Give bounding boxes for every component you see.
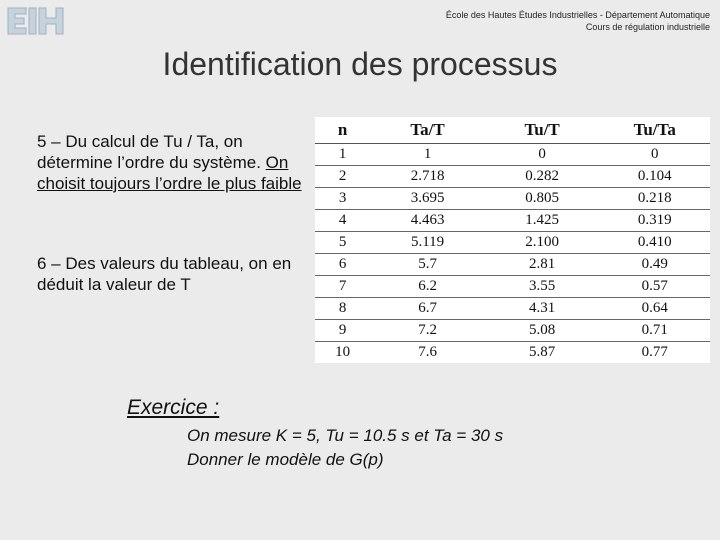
table-cell: 5.87	[485, 342, 600, 364]
table-cell: 10	[315, 342, 370, 364]
table-cell: 4.463	[370, 210, 485, 232]
table-row	[315, 232, 710, 254]
table-cell: 3.55	[485, 276, 600, 298]
col-header-tu-ta: Tu/Ta	[599, 117, 710, 144]
table-cell: 6.2	[370, 276, 485, 298]
table-cell: 0	[538, 146, 546, 162]
table-cell: 2	[315, 166, 370, 188]
table-cell: 0.805	[485, 188, 600, 210]
table-cell: 1	[423, 146, 432, 162]
table-row	[315, 144, 710, 166]
table-row	[315, 320, 710, 342]
table-cell: 0.410	[599, 232, 710, 254]
table-cell: 8	[315, 298, 370, 320]
table-row	[315, 166, 710, 188]
table-cell: 5	[315, 232, 370, 254]
table-cell: 6.7	[370, 298, 485, 320]
col-header-tu-t: Tu/T	[485, 117, 600, 144]
header-text	[446, 9, 710, 33]
exercise-line-1: On mesure K = 5, Tu = 10.5 s et Ta = 30 s	[187, 426, 504, 445]
table-cell: 0.57	[599, 276, 710, 298]
table-cell: 0	[650, 146, 659, 162]
exercise-title: Exercice :	[127, 396, 220, 419]
step-5-text	[37, 131, 322, 194]
table-cell: 5.7	[370, 254, 485, 276]
header-course: Cours de régulation industrielle	[585, 22, 710, 32]
order-table	[315, 117, 710, 363]
table-cell: 9	[315, 320, 370, 342]
table-row	[315, 210, 710, 232]
table-cell: 0.71	[599, 320, 710, 342]
step-5-sentence: 5 – Du calcul de Tu / Ta, on détermine l’ordre du système.	[37, 132, 261, 172]
exercise-line-2: Donner le modèle de G(p)	[187, 450, 384, 469]
table-cell: 0.104	[599, 166, 710, 188]
page-title: Identification des processus	[162, 46, 558, 82]
table-cell: 7	[315, 276, 370, 298]
table-cell: 6	[315, 254, 370, 276]
table-row	[315, 188, 710, 210]
col-header-ta-t: Ta/T	[370, 117, 485, 144]
table-cell: 7.2	[370, 320, 485, 342]
table-cell: 4	[315, 210, 370, 232]
table-cell: 3	[315, 188, 370, 210]
table-cell: 0.218	[599, 188, 710, 210]
col-header-n: n	[315, 117, 370, 144]
table-cell: 7.6	[370, 342, 485, 364]
table-cell: 1	[338, 146, 347, 162]
table-row	[315, 342, 710, 364]
table-row	[315, 298, 710, 320]
table-cell: 2.100	[485, 232, 600, 254]
table-cell: 4.31	[485, 298, 600, 320]
school-logo	[6, 6, 66, 36]
table-cell: 5.08	[485, 320, 600, 342]
header-school: École des Hautes Études Industrielles - Département Automatique	[445, 10, 710, 20]
table-cell: 0.282	[485, 166, 600, 188]
table-cell: 2.81	[485, 254, 600, 276]
step-5-underlined: On choisit toujours l’ordre le plus faible	[37, 153, 302, 193]
table-cell: 2.718	[370, 166, 485, 188]
table-header-row	[315, 117, 710, 144]
table-cell: 0.49	[599, 254, 710, 276]
table-row	[315, 254, 710, 276]
table-cell: 5.119	[370, 232, 485, 254]
table-cell: 0.77	[599, 342, 710, 364]
table-row	[315, 276, 710, 298]
table-cell: 3.695	[370, 188, 485, 210]
step-6-text: 6 – Des valeurs du tableau, on en déduit la valeur de T	[37, 254, 292, 294]
table-cell: 0.319	[599, 210, 710, 232]
table-cell: 0.64	[599, 298, 710, 320]
table-cell: 1.425	[485, 210, 600, 232]
